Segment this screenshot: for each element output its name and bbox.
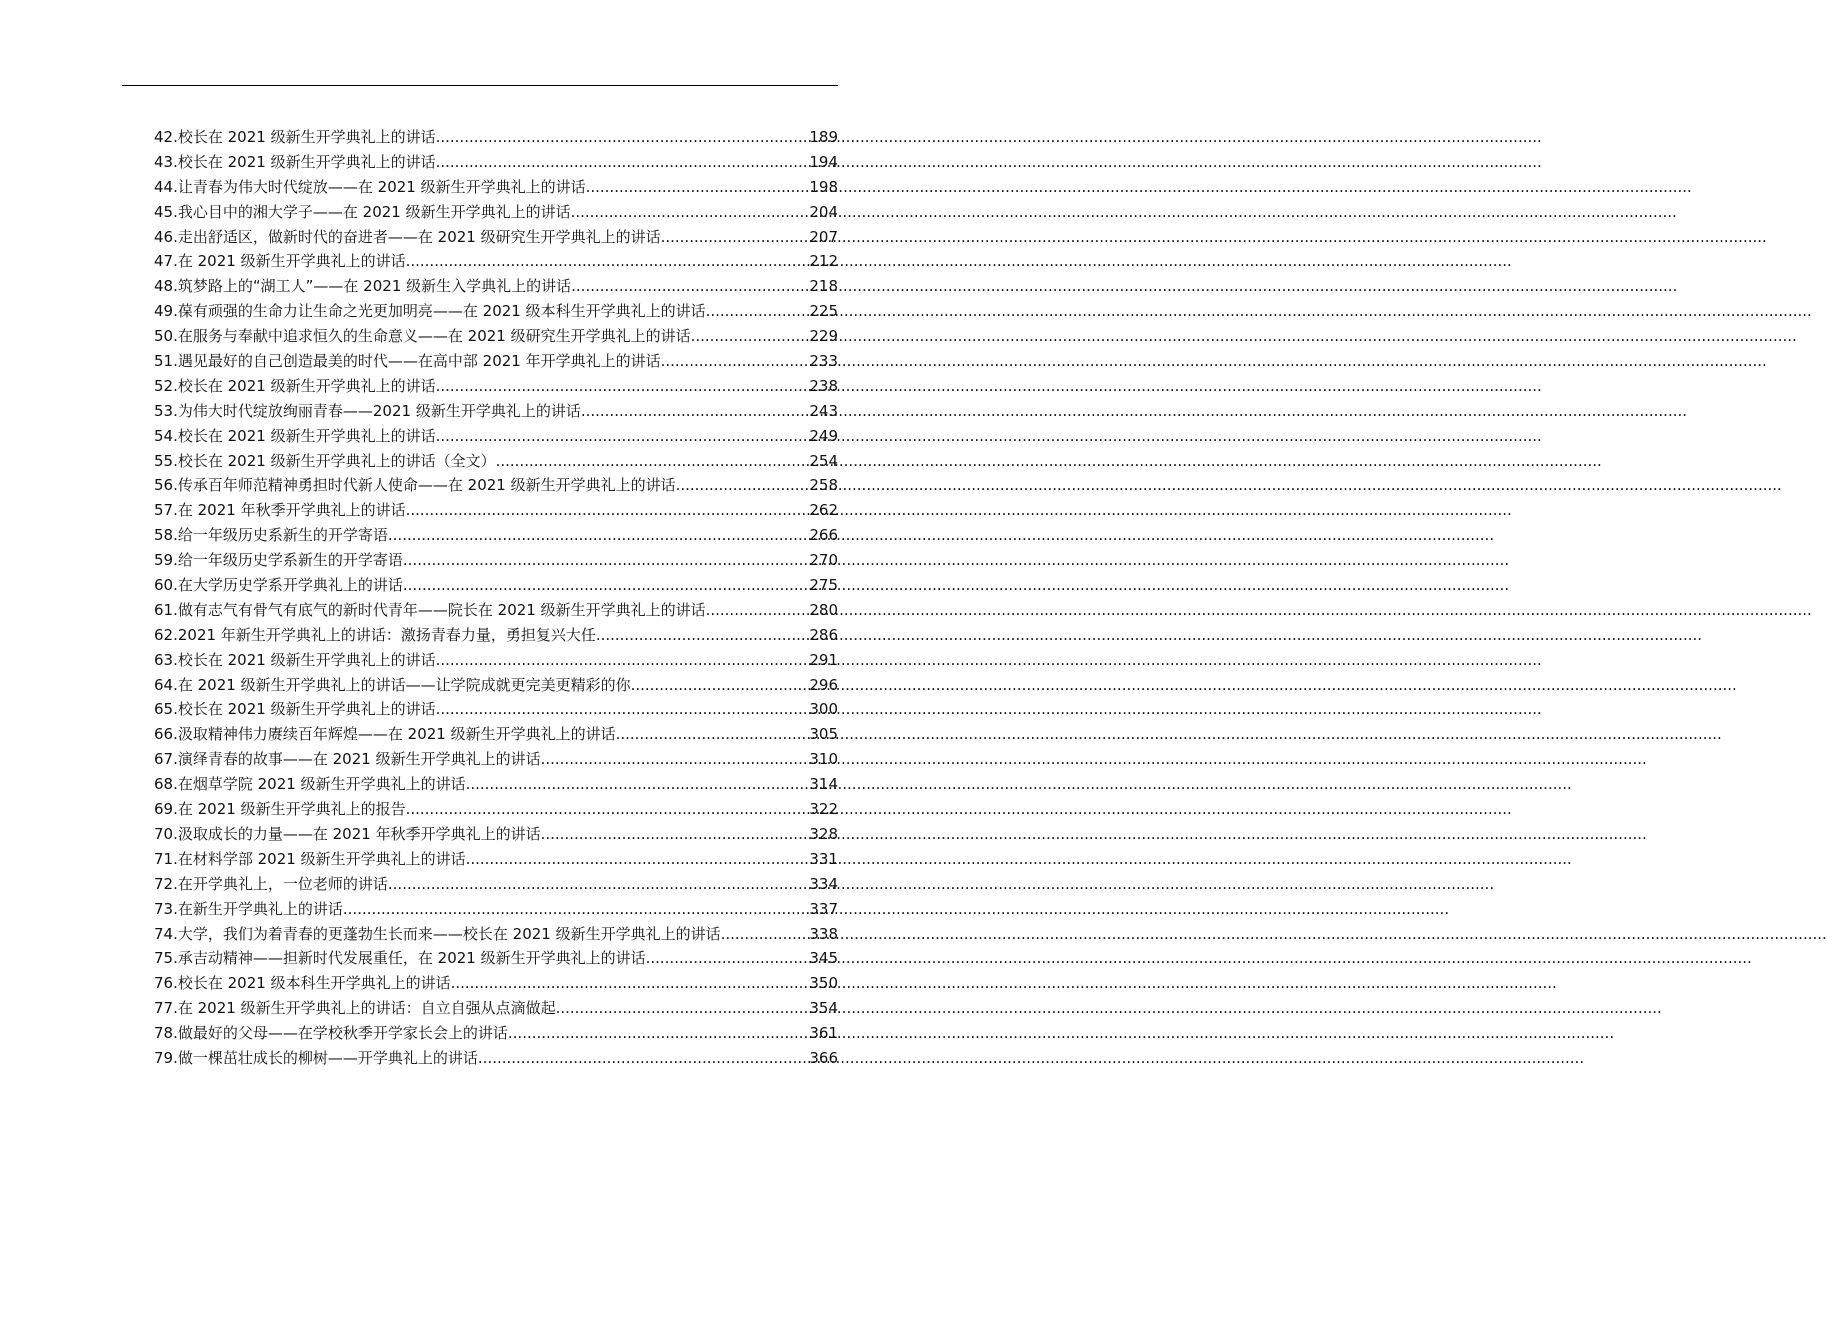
toc-entry-page-number: 270 [809, 551, 838, 570]
toc-entry-number: 46 [154, 227, 174, 246]
toc-dot-leader [616, 722, 810, 747]
toc-entry[interactable] [154, 971, 838, 996]
toc-entry-separator: . [173, 277, 178, 296]
toc-entry-number: 45 [154, 202, 174, 221]
toc-entry-page-number: 361 [809, 1024, 838, 1043]
toc-entry-number: 78 [154, 1024, 174, 1043]
toc-entry-number: 51 [154, 352, 174, 371]
toc-entry-page-number: 338 [809, 924, 838, 943]
toc-entry-title: 做一棵茁壮成长的柳树——开学典礼上的讲话 [177, 1048, 478, 1067]
toc-entry-number: 55 [154, 451, 174, 470]
toc-dot-leader [466, 847, 810, 872]
toc-entry-number: 76 [154, 974, 174, 993]
toc-entry-separator: . [173, 1024, 178, 1043]
toc-entry-number: 47 [154, 252, 174, 271]
toc-entry-separator: . [173, 800, 178, 819]
toc-entry-separator: . [173, 775, 178, 794]
toc-entry-title: 给一年级历史系新生的开学寄语 [177, 526, 388, 545]
toc-entry-title: 大学，我们为着青春的更蓬勃生长而来——校长在 2021 级新生开学典礼上的讲话 [177, 924, 721, 943]
toc-entry-separator: . [173, 202, 178, 221]
toc-entry-page-number: 218 [809, 277, 838, 296]
toc-entry-title: 在 2021 级新生开学典礼上的讲话——让学院成就更完美更精彩的你 [177, 675, 631, 694]
toc-entry[interactable] [154, 374, 838, 399]
toc-entry-page-number: 345 [809, 949, 838, 968]
toc-entry[interactable] [154, 1021, 838, 1046]
toc-entry-separator: . [173, 551, 178, 570]
toc-entry[interactable] [154, 573, 838, 598]
toc-entry[interactable] [154, 772, 838, 797]
toc-entry[interactable] [154, 1046, 838, 1071]
toc-entry-page-number: 331 [809, 849, 838, 868]
toc-dot-leader [388, 523, 809, 548]
toc-entry-separator: . [173, 426, 178, 445]
toc-entry-separator: . [173, 476, 178, 495]
toc-entry-page-number: 254 [809, 451, 838, 470]
toc-entry-page-number: 296 [809, 675, 838, 694]
toc-entry[interactable] [154, 946, 838, 971]
toc-entry-separator: . [173, 675, 178, 694]
toc-dot-leader [676, 473, 810, 498]
toc-entry-number: 56 [154, 476, 174, 495]
toc-entry-title: 在 2021 级新生开学典礼上的报告 [177, 800, 406, 819]
toc-entry-page-number: 350 [809, 974, 838, 993]
toc-entry-separator: . [173, 152, 178, 171]
toc-entry-page-number: 291 [809, 650, 838, 669]
toc-entry-number: 54 [154, 426, 174, 445]
toc-entry-number: 62 [154, 625, 174, 644]
toc-dot-leader [436, 697, 810, 722]
toc-entry[interactable] [154, 324, 838, 349]
toc-entry-page-number: 258 [809, 476, 838, 495]
toc-entry-title: 我心目中的湘大学子——在 2021 级新生开学典礼上的讲话 [177, 202, 571, 221]
toc-entry[interactable] [154, 473, 838, 498]
toc-entry-title: 校长在 2021 级新生开学典礼上的讲话 [177, 650, 436, 669]
toc-entry-title: 校长在 2021 级本科生开学典礼上的讲话 [177, 974, 451, 993]
toc-entry-title: 校长在 2021 级新生开学典礼上的讲话 [177, 152, 436, 171]
toc-entry[interactable] [154, 125, 838, 150]
toc-entry-number: 66 [154, 725, 174, 744]
toc-entry[interactable] [154, 747, 838, 772]
toc-dot-leader [721, 922, 810, 947]
toc-entry-separator: . [173, 650, 178, 669]
toc-entry-page-number: 310 [809, 750, 838, 769]
toc-dot-leader [496, 449, 810, 474]
toc-entry-separator: . [173, 700, 178, 719]
toc-entry-number: 64 [154, 675, 174, 694]
toc-entry-separator: . [173, 327, 178, 346]
toc-entry-title: 在大学历史学系开学典礼上的讲话 [177, 576, 403, 595]
toc-entry[interactable] [154, 449, 838, 474]
toc-entry-number: 75 [154, 949, 174, 968]
toc-dot-leader [541, 822, 810, 847]
toc-entry-title: 在烟草学院 2021 级新生开学典礼上的讲话 [177, 775, 466, 794]
toc-entry-title: 在材料学部 2021 级新生开学典礼上的讲话 [177, 849, 466, 868]
toc-entry[interactable] [154, 872, 838, 897]
toc-entry-number: 79 [154, 1048, 174, 1067]
toc-entry-separator: . [173, 376, 178, 395]
toc-entry-title: 校长在 2021 级新生开学典礼上的讲话 [177, 700, 436, 719]
toc-dot-leader [631, 673, 810, 698]
toc-entry[interactable] [154, 648, 838, 673]
toc-entry-title: 汲取成长的力量——在 2021 年秋季开学典礼上的讲话 [177, 824, 541, 843]
toc-entry-title: 葆有顽强的生命力让生命之光更加明亮——在 2021 级本科生开学典礼上的讲话 [177, 302, 706, 321]
toc-entry-number: 68 [154, 775, 174, 794]
toc-entry-separator: . [173, 824, 178, 843]
toc-entry-number: 42 [154, 128, 174, 146]
toc-entry-separator: . [173, 177, 178, 196]
toc-entry-number: 50 [154, 327, 174, 346]
toc-entry-separator: . [173, 999, 178, 1018]
toc-entry-title: 传承百年师范精神勇担时代新人使命——在 2021 级新生开学典礼上的讲话 [177, 476, 676, 495]
toc-entry[interactable] [154, 548, 838, 573]
toc-entry[interactable] [154, 225, 838, 250]
toc-entry[interactable] [154, 523, 838, 548]
toc-dot-leader [571, 200, 810, 225]
toc-entry-title: 做有志气有骨气有底气的新时代青年——院长在 2021 级新生开学典礼上的讲话 [177, 600, 706, 619]
toc-dot-leader [646, 946, 810, 971]
toc-entry-page-number: 305 [809, 725, 838, 744]
toc-entry-page-number: 262 [809, 501, 838, 520]
toc-dot-leader [541, 747, 810, 772]
toc-entry-separator: . [173, 501, 178, 520]
toc-entry[interactable] [154, 399, 838, 424]
toc-entry-title: 校长在 2021 级新生开学典礼上的讲话（全文） [177, 451, 496, 470]
toc-entry[interactable] [154, 200, 838, 225]
toc-entry[interactable] [154, 424, 838, 449]
toc-entry-title: 校长在 2021 级新生开学典礼上的讲话 [177, 128, 436, 146]
toc-entry-separator: . [173, 576, 178, 595]
toc-entry-number: 73 [154, 899, 174, 918]
toc-entry-title: 承吉动精神——担新时代发展重任，在 2021 级新生开学典礼上的讲话 [177, 949, 646, 968]
toc-entry-separator: . [173, 451, 178, 470]
toc-entry-title: 在新生开学典礼上的讲话 [177, 899, 343, 918]
header-rule [122, 85, 838, 86]
toc-entry-separator: . [173, 600, 178, 619]
toc-entry-page-number: 322 [809, 800, 838, 819]
toc-dot-leader [406, 498, 810, 523]
toc-entry-page-number: 238 [809, 376, 838, 395]
toc-entry-separator: . [173, 526, 178, 545]
toc-entry-page-number: 328 [809, 824, 838, 843]
toc-dot-leader [403, 573, 809, 598]
toc-entry-separator: . [173, 252, 178, 271]
toc-dot-leader [508, 1021, 809, 1046]
toc-entry-number: 72 [154, 874, 174, 893]
toc-entry-separator: . [173, 849, 178, 868]
toc-dot-leader [581, 399, 810, 424]
toc-entry-title: 走出舒适区，做新时代的奋进者——在 2021 级研究生开学典礼上的讲话 [177, 227, 661, 246]
toc-entry-number: 60 [154, 576, 174, 595]
toc-entry-separator: . [173, 352, 178, 371]
toc-dot-leader [436, 125, 810, 150]
toc-entry[interactable] [154, 797, 838, 822]
toc-entry-number: 63 [154, 650, 174, 669]
toc-entry-number: 52 [154, 376, 174, 395]
toc-entry[interactable] [154, 996, 838, 1021]
toc-entry-page-number: 243 [809, 401, 838, 420]
toc-entry-separator: . [173, 974, 178, 993]
toc-entry-number: 49 [154, 302, 174, 321]
toc-entry-separator: . [173, 401, 178, 420]
toc-entry-title: 为伟大时代绽放绚丽青春——2021 级新生开学典礼上的讲话 [177, 401, 581, 420]
toc-entry-separator: . [173, 899, 178, 918]
toc-entry-page-number: 266 [809, 526, 838, 545]
toc-entry-separator: . [173, 725, 178, 744]
toc-entry-page-number: 286 [809, 625, 838, 644]
toc-entry-title: 汲取精神伟力赓续百年辉煌——在 2021 级新生开学典礼上的讲话 [177, 725, 616, 744]
toc-entry-page-number: 225 [809, 302, 838, 321]
toc-entry[interactable] [154, 623, 838, 648]
toc-entry[interactable] [154, 349, 838, 374]
toc-dot-leader [436, 648, 810, 673]
toc-entry[interactable] [154, 722, 838, 747]
toc-entry-title: 校长在 2021 级新生开学典礼上的讲话 [177, 426, 436, 445]
toc-entry-title: 在服务与奉献中追求恒久的生命意义——在 2021 级研究生开学典礼上的讲话 [177, 327, 691, 346]
toc-dot-leader [596, 623, 810, 648]
toc-entry-page-number: 337 [809, 899, 838, 918]
toc-dot-leader [571, 274, 809, 299]
toc-entry-page-number: 280 [809, 600, 838, 619]
toc-entry[interactable] [154, 922, 838, 947]
toc-entry[interactable] [154, 822, 838, 847]
toc-dot-leader [451, 971, 810, 996]
toc-dot-leader [466, 772, 810, 797]
toc-dot-leader [706, 598, 810, 623]
toc-entry-number: 59 [154, 551, 174, 570]
toc-entry-number: 71 [154, 849, 174, 868]
toc-entry[interactable] [154, 498, 838, 523]
toc-entry-separator: . [173, 874, 178, 893]
toc-entry-page-number: 249 [809, 426, 838, 445]
toc-entry-title: 筑梦路上的“湖工人”——在 2021 级新生入学典礼上的讲话 [177, 277, 572, 296]
toc-entry[interactable] [154, 299, 838, 324]
toc-entry-page-number: 366 [809, 1048, 838, 1067]
toc-entry[interactable] [154, 697, 838, 722]
toc-entry-page-number: 233 [809, 352, 838, 371]
toc-entry[interactable] [154, 673, 838, 698]
toc-dot-leader [478, 1046, 809, 1071]
toc-entry-page-number: 212 [809, 252, 838, 271]
toc-entry-separator: . [173, 949, 178, 968]
toc-entry-separator: . [173, 750, 178, 769]
toc-entry-title: 给一年级历史学系新生的开学寄语 [177, 551, 403, 570]
toc-dot-leader [343, 897, 809, 922]
toc-entry-page-number: 194 [809, 152, 838, 171]
toc-dot-leader [661, 225, 810, 250]
toc-entry-page-number: 204 [809, 202, 838, 221]
toc-entry-title: 让青春为伟大时代绽放——在 2021 级新生开学典礼上的讲话 [177, 177, 586, 196]
toc-entry[interactable] [154, 249, 838, 274]
toc-entry-page-number: 207 [809, 227, 838, 246]
toc-entry-number: 74 [154, 924, 174, 943]
toc-entry-title: 在 2021 年秋季开学典礼上的讲话 [177, 501, 406, 520]
toc-dot-leader [691, 324, 810, 349]
toc-entry-separator: . [173, 227, 178, 246]
toc-entry-page-number: 275 [809, 576, 838, 595]
toc-entry-title: 在开学典礼上，一位老师的讲话 [177, 874, 388, 893]
toc-dot-leader [556, 996, 810, 1021]
toc-dot-leader [586, 175, 810, 200]
toc-entry[interactable] [154, 897, 838, 922]
toc-entry[interactable] [154, 274, 838, 299]
toc-dot-leader [661, 349, 810, 374]
toc-entry-title: 2021 年新生开学典礼上的讲话：激扬青春力量，勇担复兴大任 [177, 625, 596, 644]
toc-entry-page-number: 229 [809, 327, 838, 346]
toc-entry-number: 77 [154, 999, 174, 1018]
toc-entry-page-number: 354 [809, 999, 838, 1018]
toc-entry-title: 校长在 2021 级新生开学典礼上的讲话 [177, 376, 436, 395]
toc-entry-page-number: 300 [809, 700, 838, 719]
toc-entry-separator: . [173, 924, 178, 943]
toc-entry-separator: . [173, 625, 178, 644]
toc-dot-leader [406, 797, 810, 822]
toc-dot-leader [403, 548, 809, 573]
toc-entry[interactable] [154, 150, 838, 175]
table-of-contents [154, 125, 838, 1071]
toc-entry-number: 70 [154, 824, 174, 843]
toc-entry[interactable] [154, 598, 838, 623]
toc-entry-page-number: 198 [809, 177, 838, 196]
toc-entry-page-number: 334 [809, 874, 838, 893]
toc-entry-separator: . [173, 1048, 178, 1067]
toc-entry[interactable] [154, 175, 838, 200]
toc-dot-leader [436, 374, 810, 399]
toc-entry-number: 57 [154, 501, 174, 520]
toc-entry-page-number: 189 [809, 128, 838, 146]
toc-dot-leader [436, 150, 810, 175]
toc-entry-number: 65 [154, 700, 174, 719]
toc-entry-number: 53 [154, 401, 174, 420]
toc-entry-title: 遇见最好的自己创造最美的时代——在高中部 2021 年开学典礼上的讲话 [177, 352, 661, 371]
toc-entry-number: 69 [154, 800, 174, 819]
toc-entry-number: 44 [154, 177, 174, 196]
toc-entry-number: 67 [154, 750, 174, 769]
toc-entry-number: 61 [154, 600, 174, 619]
toc-entry-number: 43 [154, 152, 174, 171]
toc-entry-page-number: 314 [809, 775, 838, 794]
toc-entry-number: 58 [154, 526, 174, 545]
toc-dot-leader [436, 424, 810, 449]
toc-entry-separator: . [173, 302, 178, 321]
toc-entry[interactable] [154, 847, 838, 872]
toc-entry-title: 在 2021 级新生开学典礼上的讲话：自立自强从点滴做起 [177, 999, 556, 1018]
toc-dot-leader [388, 872, 809, 897]
toc-entry-title: 在 2021 级新生开学典礼上的讲话 [177, 252, 406, 271]
toc-entry-separator: . [173, 128, 178, 146]
toc-entry-title: 做最好的父母——在学校秋季开学家长会上的讲话 [177, 1024, 508, 1043]
toc-dot-leader [406, 249, 810, 274]
toc-entry-title: 演绎青春的故事——在 2021 级新生开学典礼上的讲话 [177, 750, 541, 769]
toc-entry-number: 48 [154, 277, 174, 296]
toc-dot-leader [706, 299, 810, 324]
